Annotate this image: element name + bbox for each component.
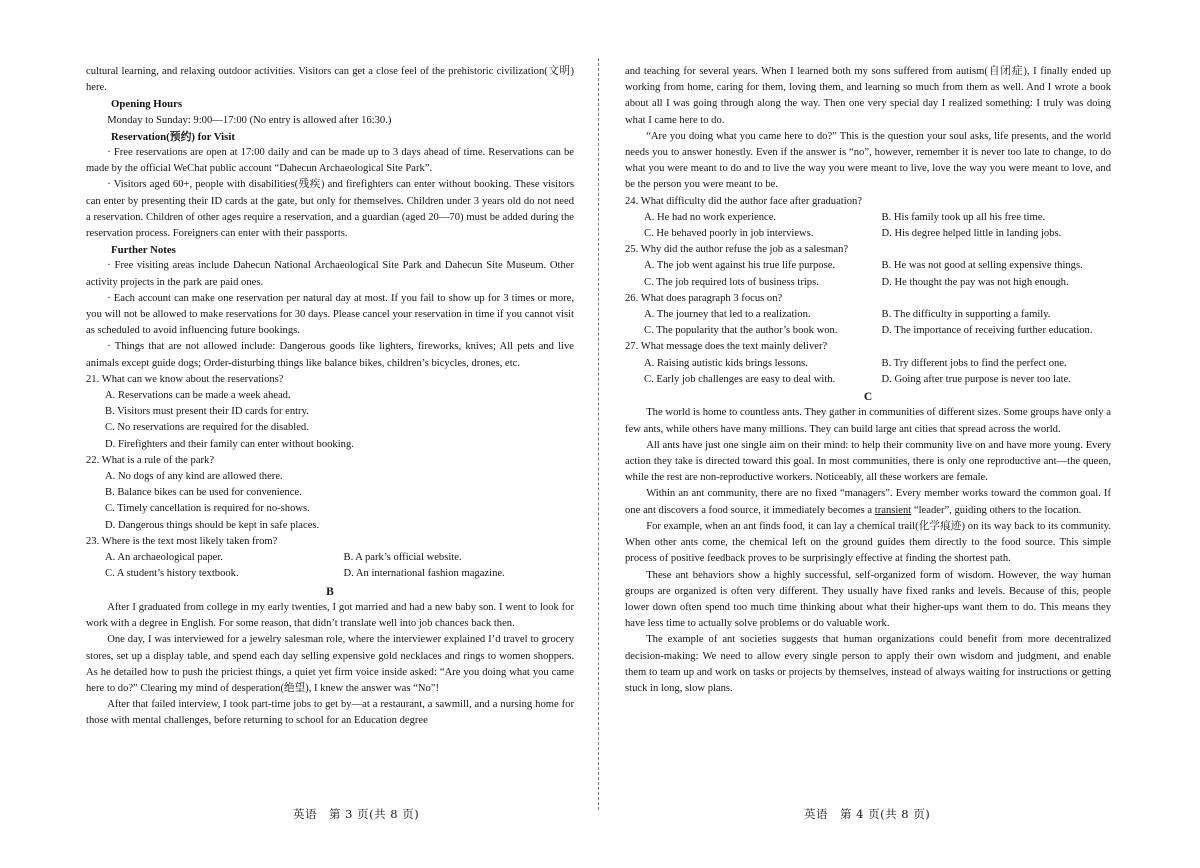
further-note-1: · Free visiting areas include Dahecun National Archaeological Site Park and Dahecun Site Museum. Other activity projects in the park are paid ones. [86,260,574,288]
intro-paragraph: cultural learning, and relaxing outdoor activities. Visitors can get a close feel of the prehistoric civilization(文明) here. [86,66,574,94]
question-26-option-a: A. The journey that led to a realization. [644,309,811,321]
opening-hours-text: Monday to Sunday: 9:00—17:00 (No entry is allowed after 16:30.) [107,114,392,126]
question-23-option-b: B. A park’s official website. [343,552,462,564]
question-25-stem: 25. Why did the author refuse the job as a salesman? [625,244,849,256]
question-25-option-c: C. The job required lots of business trips. [644,276,819,288]
right-column [625,64,1111,697]
question-24-option-c: C. He behaved poorly in job interviews. [644,228,814,240]
page-divider [598,58,599,810]
question-25-option-d: D. He thought the pay was not high enough. [881,276,1069,288]
passage-b-paragraph-4: “Are you doing what you came here to do?” This is the question your soul asks, life presents, and the world needs you to answer honestly. Even if the answer is “no”, however, remember it is never too late to change, to do what you were meant to do and to live the way you were meant to live, love the way you were meant to love, and be the person you were meant to be. [625,130,1111,191]
question-21 [86,372,574,453]
passage-c-paragraph-4: For example, when an ant finds food, it can lay a chemical trail(化学痕迹) on its way back to its community. When other ants come, the chemical left on the ground guides them directly to the food source. This simple process of positive feedback proves to be surprisingly effective at finding the shortest path. [625,520,1111,565]
question-27-option-a: A. Raising autistic kids brings lessons. [644,357,808,369]
question-27-stem: 27. What message does the text mainly deliver? [625,341,828,353]
question-21-option-a: A. Reservations can be made a week ahead. [105,390,291,402]
question-27 [625,339,1111,388]
question-21-option-b: B. Visitors must present their ID cards for entry. [105,406,309,418]
question-24 [625,194,1111,243]
question-25 [625,242,1111,291]
reservation-rule-2: · Visitors aged 60+, people with disabilities(残疾) and firefighters can enter without booking. These visitors can enter by presenting their ID cards at the gate, but only for themselves. Children under 3 years old do not need a reservation. Children of other ages require a reservation, and a guardian (aged 20—70) must be added during the reservation process. Foreigners can enter with their passports. [86,179,574,240]
question-23-option-d: D. An international fashion magazine. [343,568,505,580]
question-27-option-b: B. Try different jobs to find the perfect one. [881,357,1067,369]
passage-c-paragraph-2: All ants have just one single aim on their mind: to help their community live on and have more young. Every action they take is directed toward this goal. In most communities, there is only one reproductive ant—the queen, while the rest are non-reproductive workers. Noticeably, all these workers are female. [625,439,1111,484]
question-23-option-a: A. An archaeological paper. [105,552,223,564]
question-25-option-a: A. The job went against his true life purpose. [644,260,836,272]
opening-hours-heading: Opening Hours [111,98,183,111]
passage-b-paragraph-3-continued: and teaching for several years. When I learned both my sons suffered from autism(自闭症), I finally ended up working from home, caring for them, loving them, and learning so much from them as well. And I wrote a book about all I was going through along the way. Then one very special day I realized something: I truly was doing what I came here to do. [625,66,1111,126]
passage-b-paragraph-3: After that failed interview, I took part-time jobs to get by—at a restaurant, a sawmill, and a nursing home for those with mental challenges, before returning to school for an Education degree [86,699,574,727]
reservation-rule-1: · Free reservations are open at 17:00 daily and can be made up to 3 days ahead of time. Reservations can be made by the official WeChat public account “Dahecun Archaeological Site Park”. [86,147,574,175]
question-26-option-b: B. The difficulty in supporting a family. [881,309,1051,321]
question-24-option-d: D. His degree helped little in landing jobs. [881,228,1062,240]
question-26-option-c: C. The popularity that the author’s book won. [644,325,838,337]
question-22-option-c: C. Timely cancellation is required for no-shows. [105,503,310,515]
question-22-stem: 22. What is a rule of the park? [86,454,215,466]
question-27-option-d: D. Going after true purpose is never too late. [881,373,1071,385]
underlined-word-transient: transient [874,504,912,516]
question-25-option-b: B. He was not good at selling expensive things. [881,260,1083,272]
question-26-stem: 26. What does paragraph 3 focus on? [625,292,783,304]
passage-c-paragraph-3-text: Within an ant community, there are no fixed “managers”. Every member works toward the common goal. If one ant discovers a food source, it immediately becomes a [625,488,1111,516]
question-21-stem: 21. What can we know about the reservations? [86,373,284,385]
question-22-option-a: A. No dogs of any kind are allowed there. [105,471,283,483]
question-21-option-c: C. No reservations are required for the disabled. [105,422,309,434]
left-column [86,64,574,730]
question-22-option-d: D. Dangerous things should be kept in safe places. [105,519,320,531]
question-26 [625,291,1111,340]
question-23-stem: 23. Where is the text most likely taken from? [86,535,278,547]
page-footer-right: 英语 第 4 页(共 8 页) [804,807,931,821]
question-26-option-d: D. The importance of receiving further education. [881,325,1093,337]
passage-c-paragraph-1: The world is home to countless ants. They gather in communities of different sizes. Some groups have only a few ants, while others have many millions. They can build large ant cities that spread across the world. [625,407,1111,435]
passage-c-paragraph-3-rest: “leader”, guiding others to the location. [911,504,1082,516]
question-21-option-d: D. Firefighters and their family can enter without booking. [105,438,354,450]
passage-c-paragraph-6: The example of ant societies suggests that human organizations could benefit from more decentralized decision-making: We need to allow every single person to apply their own wisdom and judgment, and enable them to team up and work on tasks or projects by themselves, instead of always waiting for instructions or getting stuck in long, slow plans. [625,634,1111,694]
question-22 [86,453,574,534]
reservation-heading: Reservation(预约) for Visit [111,130,235,143]
question-23-option-c: C. A student’s history textbook. [105,568,239,580]
passage-c-paragraph-5: These ant behaviors show a highly successful, self-organized form of wisdom. However, the way human groups are organized is often very different. They usually have fixed ranks and levels. Because of this, people lower down often spend too much time thinking about what their higher-ups want them to do. This means they have less time to actually solve problems or do valuable work. [625,569,1111,630]
passage-c-paragraph-3 [625,486,1111,518]
page-footer-left: 英语 第 3 页(共 8 页) [293,807,420,821]
passage-b-paragraph-1: After I graduated from college in my early twenties, I got married and had a new baby son. I went to look for work with a degree in English. For some reason, that didn’t translate well into job chances back then. [86,601,574,630]
passage-b-paragraph-2: One day, I was interviewed for a jewelry salesman role, where the interviewer explained I’d travel to grocery stores, set up a display table, and spend each day selling expensive gold necklaces and rings to women shoppers. As he detailed how to push the priciest things, a quiet yet firm voice inside asked: “Are you doing what you came here to do?” Clearing my mind of desperation(绝望), I knew the answer was “No”! [86,634,574,694]
further-note-3: · Things that are not allowed include: Dangerous goods like lighters, fireworks, knives; All pets and live animals except guide dogs; Order-disturbing things like balance bikes, children’s bicycles, drones, etc. [86,341,574,369]
question-23 [86,534,574,583]
question-24-stem: 24. What difficulty did the author face after graduation? [625,195,862,207]
section-b-heading: B [326,585,334,598]
question-24-option-b: B. His family took up all his free time. [881,211,1046,223]
question-27-option-c: C. Early job challenges are easy to deal with. [644,373,836,385]
question-22-option-b: B. Balance bikes can be used for convenience. [105,487,302,499]
further-note-2: · Each account can make one reservation per natural day at most. If you fail to show up for 3 times or more, you will not be allowed to make reservations for 30 days. Please cancel your reservation in time if you cannot visit as scheduled to avoid influencing future bookings. [86,292,574,337]
further-notes-heading: Further Notes [111,244,176,257]
question-24-option-a: A. He had no work experience. [644,211,777,223]
section-c-heading: C [863,391,873,404]
